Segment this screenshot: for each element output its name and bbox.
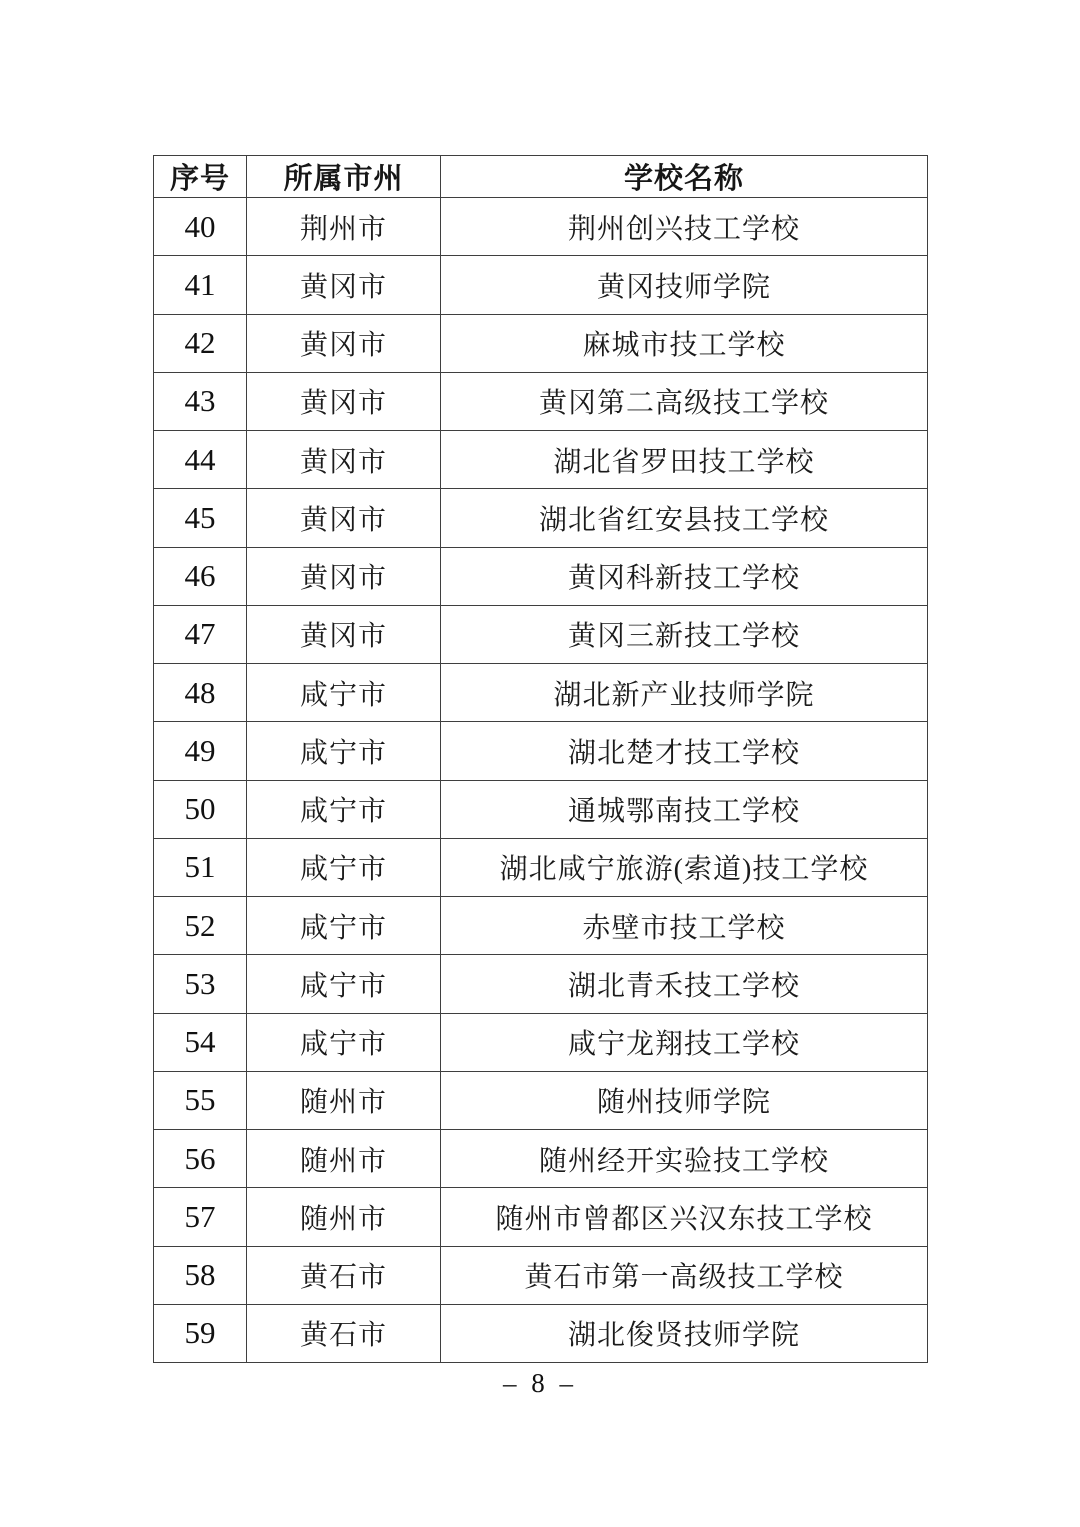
table-row bbox=[154, 605, 928, 663]
table-row bbox=[154, 1013, 928, 1071]
row-school: 湖北俊贤技师学院 bbox=[441, 1304, 928, 1362]
row-number: 54 bbox=[154, 1013, 247, 1071]
row-school: 黄冈第二高级技工学校 bbox=[441, 372, 928, 430]
table-row bbox=[154, 431, 928, 489]
row-school: 赤壁市技工学校 bbox=[441, 897, 928, 955]
row-city: 咸宁市 bbox=[247, 1013, 441, 1071]
table-row bbox=[154, 780, 928, 838]
row-city: 黄冈市 bbox=[247, 605, 441, 663]
row-city: 黄冈市 bbox=[247, 256, 441, 314]
row-city: 黄石市 bbox=[247, 1304, 441, 1362]
row-city: 随州市 bbox=[247, 1130, 441, 1188]
row-number: 55 bbox=[154, 1071, 247, 1129]
row-number: 49 bbox=[154, 722, 247, 780]
row-city: 黄冈市 bbox=[247, 547, 441, 605]
row-number: 53 bbox=[154, 955, 247, 1013]
row-school: 随州技师学院 bbox=[441, 1071, 928, 1129]
table-row bbox=[154, 198, 928, 256]
table-row bbox=[154, 838, 928, 896]
row-city: 黄冈市 bbox=[247, 431, 441, 489]
row-number: 43 bbox=[154, 372, 247, 430]
row-number: 48 bbox=[154, 664, 247, 722]
row-number: 47 bbox=[154, 605, 247, 663]
table-row bbox=[154, 372, 928, 430]
row-school: 黄冈技师学院 bbox=[441, 256, 928, 314]
table-row bbox=[154, 1130, 928, 1188]
row-city: 咸宁市 bbox=[247, 897, 441, 955]
row-school: 湖北省红安县技工学校 bbox=[441, 489, 928, 547]
row-number: 57 bbox=[154, 1188, 247, 1246]
row-number: 52 bbox=[154, 897, 247, 955]
table-row bbox=[154, 489, 928, 547]
row-city: 黄石市 bbox=[247, 1246, 441, 1304]
row-school: 荆州创兴技工学校 bbox=[441, 198, 928, 256]
row-school: 通城鄂南技工学校 bbox=[441, 780, 928, 838]
row-city: 咸宁市 bbox=[247, 664, 441, 722]
row-number: 44 bbox=[154, 431, 247, 489]
row-city: 咸宁市 bbox=[247, 955, 441, 1013]
row-city: 黄冈市 bbox=[247, 489, 441, 547]
table-row bbox=[154, 314, 928, 372]
row-city: 咸宁市 bbox=[247, 838, 441, 896]
header-school-name: 学校名称 bbox=[441, 156, 928, 198]
row-school: 黄冈三新技工学校 bbox=[441, 605, 928, 663]
row-school: 湖北青禾技工学校 bbox=[441, 955, 928, 1013]
row-school: 黄石市第一高级技工学校 bbox=[441, 1246, 928, 1304]
row-school: 湖北咸宁旅游(索道)技工学校 bbox=[441, 838, 928, 896]
row-school: 湖北楚才技工学校 bbox=[441, 722, 928, 780]
row-number: 42 bbox=[154, 314, 247, 372]
table-row bbox=[154, 664, 928, 722]
row-school: 随州经开实验技工学校 bbox=[441, 1130, 928, 1188]
schools-table bbox=[153, 155, 928, 1363]
table-row bbox=[154, 722, 928, 780]
table-row bbox=[154, 1188, 928, 1246]
table-header-row bbox=[154, 156, 928, 198]
table-row bbox=[154, 547, 928, 605]
row-school: 黄冈科新技工学校 bbox=[441, 547, 928, 605]
row-number: 56 bbox=[154, 1130, 247, 1188]
row-number: 51 bbox=[154, 838, 247, 896]
row-city: 随州市 bbox=[247, 1188, 441, 1246]
header-serial-number: 序号 bbox=[154, 156, 247, 198]
table-row bbox=[154, 1304, 928, 1362]
table-row bbox=[154, 1246, 928, 1304]
row-school: 随州市曾都区兴汉东技工学校 bbox=[441, 1188, 928, 1246]
header-city: 所属市州 bbox=[247, 156, 441, 198]
table-row bbox=[154, 1071, 928, 1129]
row-city: 随州市 bbox=[247, 1071, 441, 1129]
row-city: 荆州市 bbox=[247, 198, 441, 256]
row-number: 40 bbox=[154, 198, 247, 256]
row-number: 59 bbox=[154, 1304, 247, 1362]
row-number: 58 bbox=[154, 1246, 247, 1304]
row-number: 50 bbox=[154, 780, 247, 838]
table-row bbox=[154, 897, 928, 955]
row-city: 咸宁市 bbox=[247, 722, 441, 780]
row-city: 黄冈市 bbox=[247, 314, 441, 372]
table-row bbox=[154, 256, 928, 314]
row-city: 黄冈市 bbox=[247, 372, 441, 430]
row-number: 41 bbox=[154, 256, 247, 314]
row-number: 46 bbox=[154, 547, 247, 605]
row-school: 湖北新产业技师学院 bbox=[441, 664, 928, 722]
table-row bbox=[154, 955, 928, 1013]
row-school: 麻城市技工学校 bbox=[441, 314, 928, 372]
page-number: – 8 – bbox=[503, 1368, 577, 1398]
row-city: 咸宁市 bbox=[247, 780, 441, 838]
row-school: 咸宁龙翔技工学校 bbox=[441, 1013, 928, 1071]
row-school: 湖北省罗田技工学校 bbox=[441, 431, 928, 489]
row-number: 45 bbox=[154, 489, 247, 547]
